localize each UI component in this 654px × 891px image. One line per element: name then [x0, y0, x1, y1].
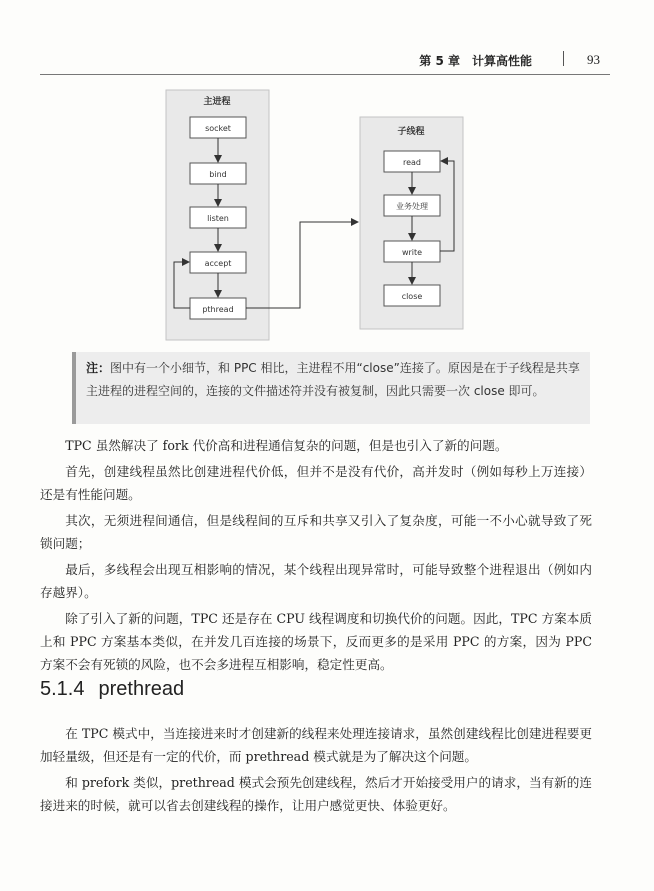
body-paragraph: 和 prefork 类似，prethread 模式会预先创建线程，然后才开始接受用户的请求，当有新的连接进来的时候，就可以省去创建线程的操作，让用户感觉更快、体验更好。 [40, 775, 592, 813]
step-read: read [402, 158, 422, 167]
step-bind: bind [209, 170, 227, 179]
chapter-title: 第 5 章 计算高性能 [419, 54, 532, 68]
step-socket: socket [205, 124, 231, 133]
body-paragraph: 最后，多线程会出现互相影响的情况，某个线程出现异常时，可能导致整个进程退出（例如内存越界）。 [40, 562, 592, 600]
step-listen: listen [207, 214, 229, 223]
figure-note [72, 352, 590, 424]
body-paragraph: 除了引入了新的问题，TPC 还是存在 CPU 线程调度和切换代价的问题。因此，TPC 方案本质上和 PPC 方案基本类似，在并发几百连接的场景下，反而更多的是采用 PPC 的方案，因为 PPC 方案不会有死锁的风险，也不会多进程互相影响，稳定性更高。 [40, 611, 592, 672]
tpc-flow-diagram [0, 0, 654, 345]
main-process-title: 主进程 [203, 97, 231, 107]
step-write: write [401, 248, 423, 257]
step-close: close [401, 292, 423, 301]
step-accept: accept [204, 259, 232, 268]
note-text: 图中有一个小细节，和 PPC 相比，主进程不用“close”连接了。原因是在于子线程是共享主进程的进程空间的，连接的文件描述符并没有被复制，因此只需要一次 close 即可。 [86, 361, 580, 398]
note-label: 注： [86, 361, 111, 375]
body-paragraph: TPC 虽然解决了 fork 代价高和进程通信复杂的问题，但是也引入了新的问题。 [65, 438, 508, 453]
step-business: 业务处理 [396, 202, 428, 211]
body-paragraph: 在 TPC 模式中，当连接进来时才创建新的线程来处理连接请求，虽然创建线程比创建进程要更加轻量级，但还是有一定的代价，而 prethread 模式就是为了解决这个问题。 [40, 726, 592, 764]
body-paragraph: 首先，创建线程虽然比创建进程代价低，但并不是没有代价，高并发时（例如每秒上万连接）还是有性能问题。 [40, 464, 592, 502]
page-number: 93 [587, 52, 600, 67]
child-thread-title: 子线程 [397, 127, 425, 137]
section-heading [40, 678, 198, 701]
section-number: 5.1.4 [40, 678, 85, 700]
body-paragraph: 其次，无须进程间通信，但是线程间的互斥和共享又引入了复杂度，可能一不小心就导致了死锁问题； [40, 513, 592, 551]
step-pthread: pthread [202, 305, 234, 314]
section-title: prethread [98, 678, 185, 700]
